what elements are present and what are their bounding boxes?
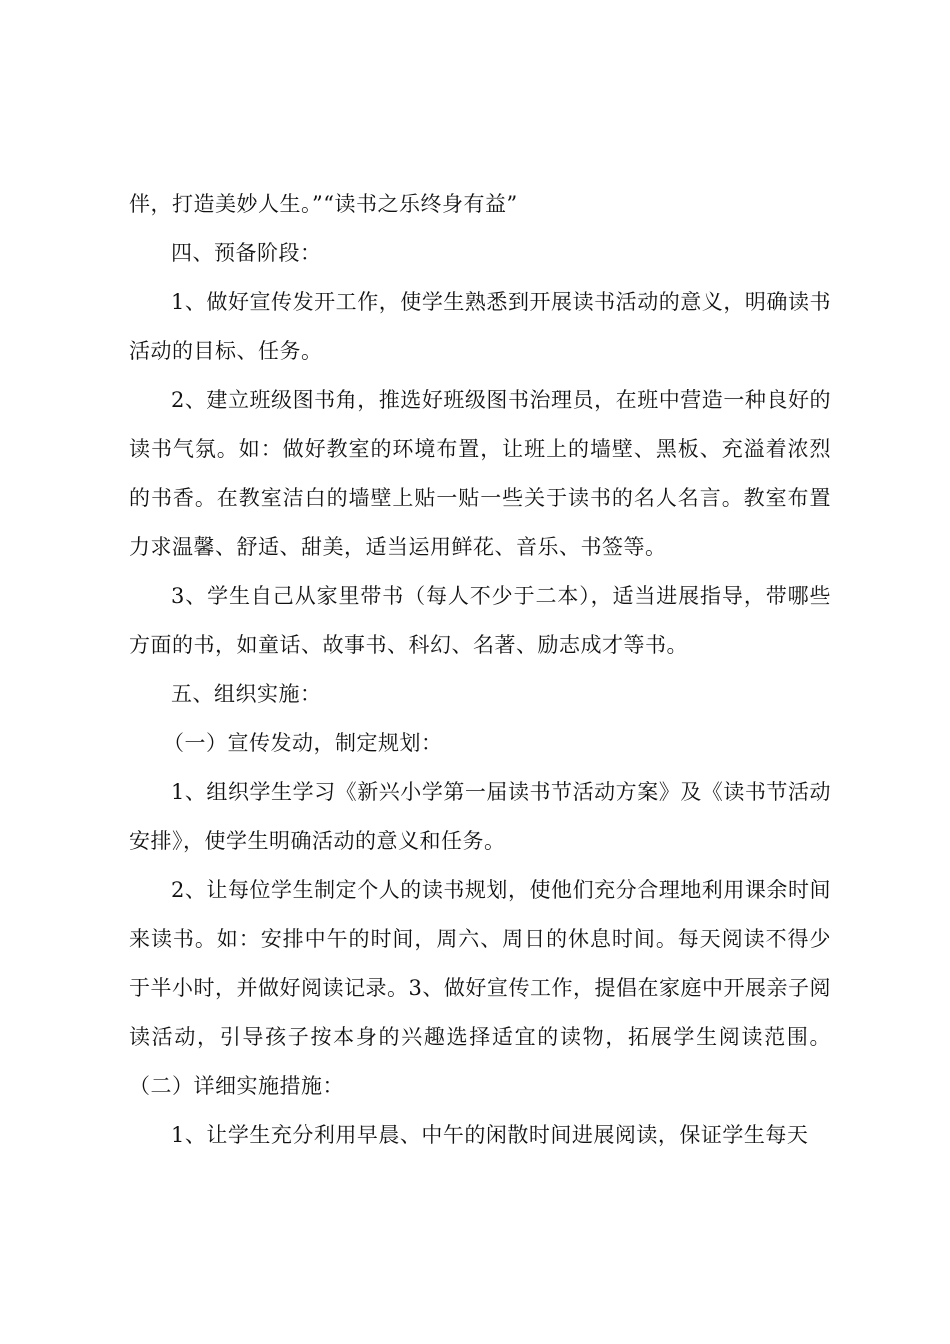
paragraph-reading-plan: 2、让每位学生制定个人的读书规划，使他们充分合理地利用课余时间来读书。如：安排中午的时间，周六、周日的休息时间。每天阅读不得少于半小时，并做好阅读记录。3、做好宣传工作，提倡在家庭中开展亲子阅读活动，引导孩子按本身的兴趣选择适宜的读物，拓展学生阅读范围。（二）详细实施措施： xyxy=(129,878,831,1098)
paragraph-bring-books: 3、学生自己从家里带书（每人不少于二本），适当进展指导，带哪些方面的书，如童话、故事书、科幻、名著、励志成才等书。 xyxy=(129,584,831,657)
paragraph-study-plan: 1、组织学生学习《新兴小学第一届读书节活动方案》及《读书节活动安排》，使学生明确活动的意义和任务。 xyxy=(129,780,831,853)
paragraph-morning-reading: 1、让学生充分利用早晨、中午的闲散时间进展阅读，保证学生每天 xyxy=(171,1123,809,1147)
subheading-mobilization: （一）宣传发动，制定规划： xyxy=(163,731,443,755)
heading-preparation-stage: 四、预备阶段： xyxy=(171,241,322,265)
heading-implementation: 五、组织实施： xyxy=(171,682,322,706)
document-body xyxy=(129,180,831,1160)
paragraph-book-corner: 2、建立班级图书角，推选好班级图书治理员，在班中营造一种良好的读书气氛。如：做好教室的环境布置，让班上的墙壁、黑板、充溢着浓烈的书香。在教室洁白的墙壁上贴一贴一些关于读书的名人名言。教室布置力求温馨、舒适、甜美，适当运用鲜花、音乐、书签等。 xyxy=(129,388,831,559)
paragraph-publicity: 1、做好宣传发开工作，使学生熟悉到开展读书活动的意义，明确读书活动的目标、任务。 xyxy=(129,290,831,363)
paragraph-continuation: 伴，打造美妙人生。”“读书之乐终身有益” xyxy=(129,192,518,216)
